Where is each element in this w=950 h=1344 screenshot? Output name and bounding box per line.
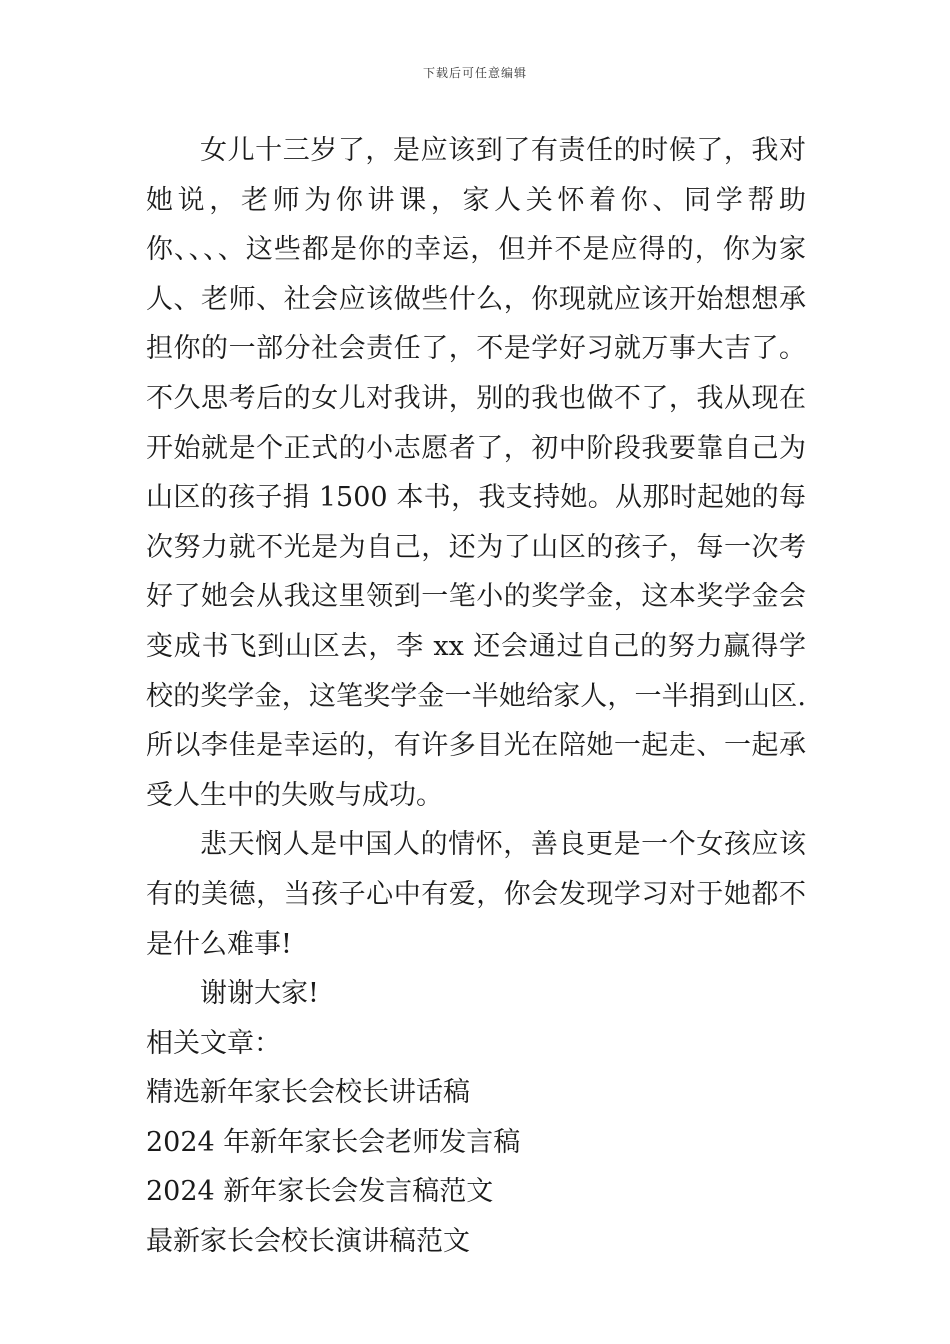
paragraph-1: 女儿十三岁了，是应该到了有责任的时候了，我对她说，老师为你讲课，家人关怀着你、同学帮助你、、、、这些都是你的幸运，但并不是应得的，你为家人、老师、社会应该做些什么，你现就应该开始想想承担你的一部分社会责任了，不是学好习就万事大吉了。不久思考后的女儿对我讲，别的我也做不了，我从现在开始就是个正式的小志愿者了，初中阶段我要靠自己为山区的孩子捐 1500 本书，我支持她。从那时起她的每次努力就不光是为自己，还为了山区的孩子，每一次考好了她会从我这里领到一笔小的奖学金，这本奖学金会变成书飞到山区去，李 xx 还会通过自己的努力赢得学校的奖学金，这笔奖学金一半她给家人，一半捐到山区.所以李佳是幸运的，有许多目光在陪她一起走、一起承受人生中的失败与成功。 [146, 135, 806, 811]
document-body [146, 126, 806, 1267]
page-header-note: 下载后可任意编辑 [422, 66, 527, 80]
related-article-link[interactable]: 2024 年新年家长会老师发言稿 [146, 1126, 521, 1158]
thanks-line: 谢谢大家! [200, 978, 319, 1010]
related-article-link[interactable]: 精选新年家长会校长讲话稿 [146, 1077, 470, 1109]
related-article-link[interactable]: 2024 新年家长会发言稿范文 [146, 1176, 494, 1208]
related-article-link[interactable]: 最新家长会校长演讲稿范文 [146, 1226, 470, 1258]
related-heading: 相关文章： [146, 1027, 281, 1059]
paragraph-2: 悲天悯人是中国人的情怀，善良更是一个女孩应该有的美德，当孩子心中有爱，你会发现学习对于她都不是什么难事! [146, 829, 806, 960]
